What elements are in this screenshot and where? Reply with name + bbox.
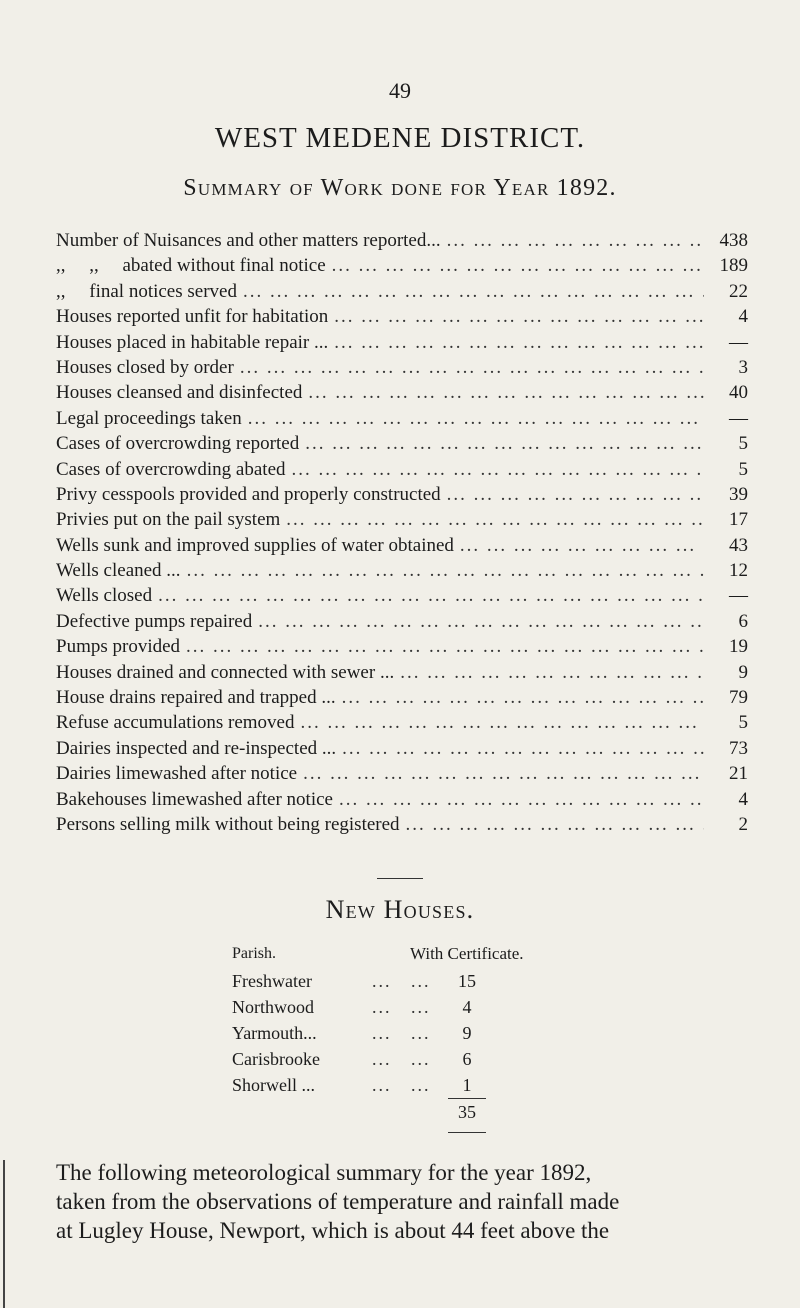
leader-dots <box>332 253 704 278</box>
summary-row <box>56 736 748 761</box>
parish-name: Freshwater <box>232 971 312 991</box>
work-summary-table <box>56 228 748 837</box>
parish-name: Yarmouth... <box>232 1023 317 1043</box>
row-value: 3 <box>738 356 748 378</box>
row-value: 12 <box>729 560 748 582</box>
row-label: Privies put on the pail system <box>56 509 281 531</box>
leader-dots <box>372 994 452 1020</box>
row-value: 438 <box>719 230 748 251</box>
table-row <box>232 968 482 994</box>
row-value: 2 <box>738 813 748 835</box>
row-value: — <box>729 585 748 607</box>
leader-dots <box>339 787 704 812</box>
leader-dots <box>447 228 704 253</box>
row-value: 4 <box>738 306 748 328</box>
row-label: Wells sunk and improved supplies of water obtained <box>56 534 454 556</box>
house-count: 1 <box>462 1075 472 1095</box>
paragraph-line: The following meteorological summary for the year 1892, <box>56 1160 592 1185</box>
margin-line <box>3 1160 5 1308</box>
summary-row <box>56 457 748 482</box>
parish-name: Carisbrooke <box>232 1049 320 1069</box>
row-value: 9 <box>738 661 748 683</box>
parish-name: Northwood <box>232 997 314 1017</box>
row-value: 43 <box>729 534 748 556</box>
row-value: 6 <box>738 610 748 632</box>
leader-dots <box>342 736 704 761</box>
leader-dots <box>406 812 704 837</box>
paragraph-line: taken from the observations of temperature and rainfall made <box>56 1189 620 1214</box>
leader-dots <box>158 583 704 608</box>
summary-row <box>56 279 748 304</box>
row-value: 40 <box>729 382 748 404</box>
leader-dots <box>248 406 704 431</box>
leader-dots <box>372 1046 452 1072</box>
summary-row <box>56 660 748 685</box>
summary-row <box>56 253 748 278</box>
summary-row <box>56 558 748 583</box>
row-value: 5 <box>738 458 748 480</box>
leader-dots <box>372 968 452 994</box>
leader-dots <box>447 482 704 507</box>
row-value: 189 <box>719 255 748 277</box>
table-row <box>232 994 482 1020</box>
row-value: 22 <box>729 280 748 302</box>
table-row <box>232 1020 482 1046</box>
row-value: 5 <box>738 712 748 734</box>
house-count: 4 <box>462 997 472 1017</box>
row-label: Houses reported unfit for habitation <box>56 306 329 328</box>
row-label: Pumps provided <box>56 636 181 658</box>
leader-dots <box>300 710 704 735</box>
paragraph-line: at Lugley House, Newport, which is about 44 feet above the <box>56 1218 610 1243</box>
row-value: 19 <box>729 636 748 658</box>
house-count: 6 <box>462 1049 472 1069</box>
row-label: ,, final notices served <box>56 280 237 302</box>
row-label: Houses drained and connected with sewer ... <box>56 661 395 683</box>
row-label: Cases of overcrowding abated <box>56 458 286 480</box>
leader-dots <box>243 279 704 304</box>
house-count: 9 <box>462 1023 472 1043</box>
leader-dots <box>258 609 704 634</box>
row-value: — <box>729 331 748 353</box>
row-label: Refuse accumulations removed <box>56 712 295 734</box>
leader-dots <box>342 685 704 710</box>
summary-row <box>56 533 748 558</box>
row-value: 79 <box>729 687 748 709</box>
leader-dots <box>372 1072 452 1098</box>
parish-name: Shorwell ... <box>232 1075 315 1095</box>
row-label: ,, ,, abated without final notice <box>56 255 326 277</box>
leader-dots <box>240 355 704 380</box>
total-rule-top <box>448 1098 486 1099</box>
page-number: 49 <box>389 78 411 103</box>
summary-row <box>56 685 748 710</box>
summary-row <box>56 710 748 735</box>
leader-dots <box>308 380 704 405</box>
leader-dots <box>334 330 704 355</box>
table-row <box>232 1072 482 1098</box>
summary-row <box>56 406 748 431</box>
row-label: Number of Nuisances and other matters reported... <box>56 230 441 251</box>
leader-dots <box>334 304 704 329</box>
row-value: 39 <box>729 483 748 505</box>
parish-column-header: Parish. <box>232 945 276 962</box>
leader-dots <box>187 558 704 583</box>
new-houses-total: 35 <box>458 1102 476 1122</box>
leader-dots <box>186 634 704 659</box>
row-value: 17 <box>729 509 748 531</box>
leader-dots <box>305 431 704 456</box>
meteorological-paragraph <box>56 1158 756 1245</box>
leader-dots <box>460 533 704 558</box>
row-label: Houses cleansed and disinfected <box>56 382 303 404</box>
leader-dots <box>292 457 704 482</box>
summary-row <box>56 431 748 456</box>
leader-dots <box>400 660 704 685</box>
leader-dots <box>286 507 704 532</box>
row-value: — <box>729 407 748 429</box>
summary-row <box>56 787 748 812</box>
row-value: 4 <box>738 788 748 810</box>
summary-row <box>56 355 748 380</box>
row-label: Houses placed in habitable repair ... <box>56 331 329 353</box>
new-houses-title: New Houses. <box>325 895 475 924</box>
new-houses-table <box>232 968 482 1098</box>
summary-row <box>56 304 748 329</box>
row-value: 5 <box>738 433 748 455</box>
row-value: 73 <box>729 737 748 759</box>
leader-dots <box>303 761 704 786</box>
summary-row <box>56 482 748 507</box>
summary-row <box>56 330 748 355</box>
summary-row <box>56 507 748 532</box>
row-value: 21 <box>729 763 748 785</box>
house-count: 15 <box>458 971 476 991</box>
row-label: Dairies limewashed after notice <box>56 763 298 785</box>
certificate-column-header: With Certificate. <box>410 944 524 963</box>
row-label: Dairies inspected and re-inspected ... <box>56 737 337 759</box>
row-label: Wells closed <box>56 585 153 607</box>
page-title: WEST MEDENE DISTRICT. <box>214 122 586 154</box>
row-label: Cases of overcrowding reported <box>56 433 300 455</box>
summary-row <box>56 583 748 608</box>
summary-row <box>56 634 748 659</box>
summary-row <box>56 609 748 634</box>
summary-row <box>56 380 748 405</box>
summary-row <box>56 761 748 786</box>
row-label: Bakehouses limewashed after notice <box>56 788 333 810</box>
row-label: House drains repaired and trapped ... <box>56 687 336 709</box>
section-divider <box>377 878 423 879</box>
summary-subtitle: Summary of Work done for Year 1892. <box>183 175 617 201</box>
row-label: Persons selling milk without being registered <box>56 813 400 835</box>
table-row <box>232 1046 482 1072</box>
row-label: Wells cleaned ... <box>56 560 181 582</box>
summary-row <box>56 228 748 253</box>
row-label: Privy cesspools provided and properly constructed <box>56 483 441 505</box>
row-label: Legal proceedings taken <box>56 407 242 429</box>
leader-dots <box>372 1020 452 1046</box>
total-rule-bottom <box>448 1132 486 1133</box>
summary-row <box>56 812 748 837</box>
row-label: Defective pumps repaired <box>56 610 253 632</box>
row-label: Houses closed by order <box>56 356 234 378</box>
